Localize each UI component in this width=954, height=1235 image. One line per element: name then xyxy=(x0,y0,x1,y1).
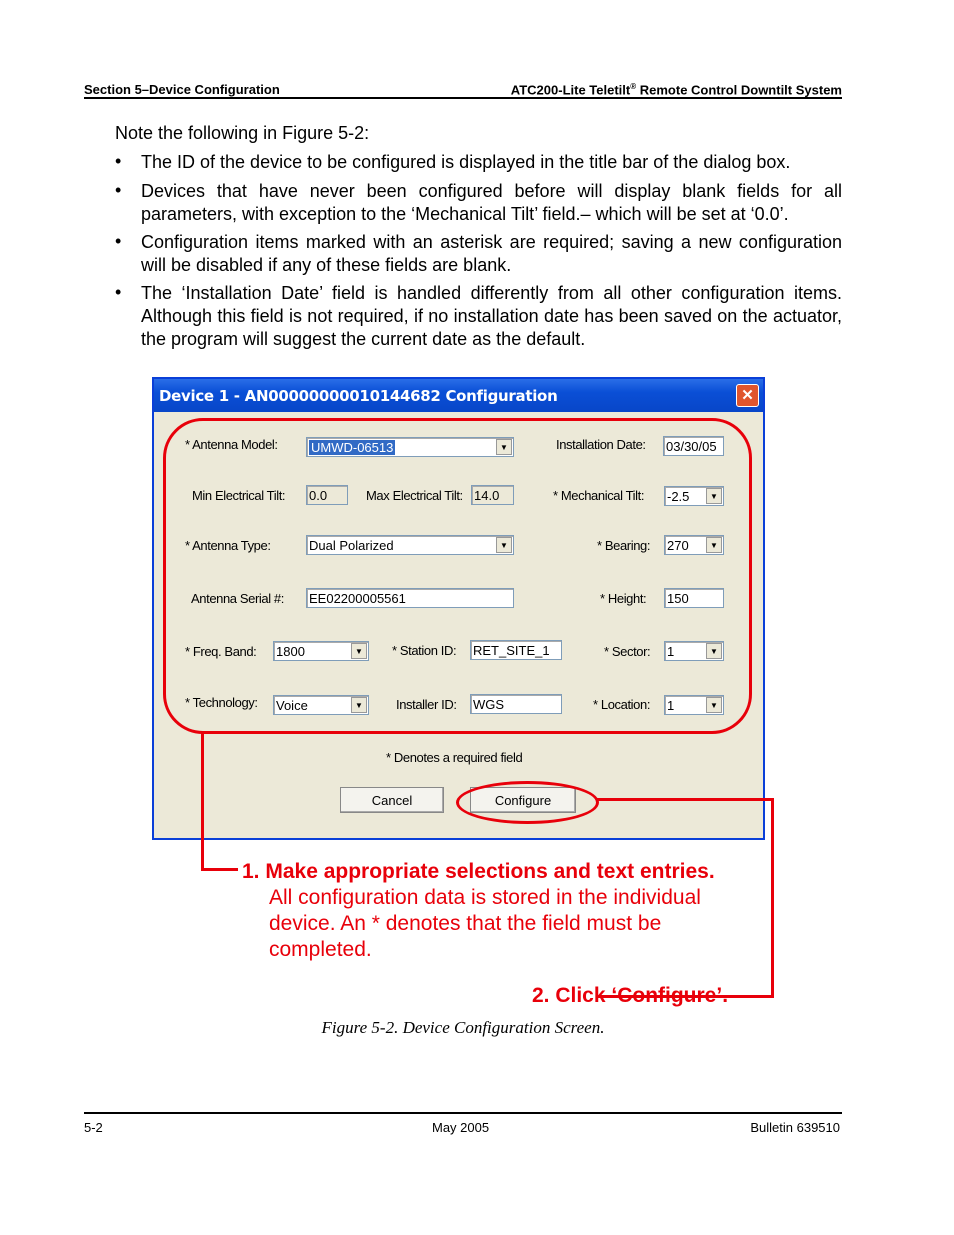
antenna-type-label: * Antenna Type: xyxy=(185,538,271,553)
chevron-down-icon[interactable]: ▼ xyxy=(706,697,722,713)
location-value: 1 xyxy=(667,698,675,713)
min-tilt-field: 0.0 xyxy=(306,485,348,505)
max-tilt-field: 14.0 xyxy=(471,485,514,505)
installer-id-label: Installer ID: xyxy=(396,697,457,712)
height-label: * Height: xyxy=(600,591,647,606)
serial-label: Antenna Serial #: xyxy=(191,591,284,606)
installation-date-label: Installation Date: xyxy=(556,437,646,452)
title-bar[interactable] xyxy=(154,379,763,412)
installation-date-input[interactable]: 03/30/05 xyxy=(663,436,724,456)
min-tilt-label: Min Electrical Tilt: xyxy=(192,488,286,503)
chevron-down-icon[interactable]: ▼ xyxy=(706,537,722,553)
serial-input[interactable]: EE02200005561 xyxy=(306,588,514,608)
bulletin-number: Bulletin 639510 xyxy=(750,1120,840,1135)
header-title-text: ATC200-Lite Teletilt xyxy=(510,82,631,98)
chevron-down-icon[interactable]: ▼ xyxy=(706,488,722,504)
antenna-type-value: Dual Polarized xyxy=(309,538,394,553)
mechanical-tilt-value: -2.5 xyxy=(667,489,690,504)
step2-text: 2. Click ‘Configure’. xyxy=(532,984,729,1007)
dialog-title: Device 1 - AN00000000010144682 Configuration xyxy=(159,387,558,405)
sector-value: 1 xyxy=(667,644,675,659)
station-id-label: * Station ID: xyxy=(392,643,457,658)
step1-body: All configuration data is stored in the individual device. An * denotes that the field must be completed. xyxy=(269,886,701,961)
technology-value: Voice xyxy=(276,698,308,713)
bullet-item: Configuration items marked with an asterisk are required; saving a new configuration will be disabled if any of these fields are blank. xyxy=(141,232,842,275)
configure-button[interactable]: Configure xyxy=(470,787,576,813)
sector-label: * Sector: xyxy=(604,644,651,659)
registered-mark: ® xyxy=(630,82,637,91)
station-id-input[interactable]: RET_SITE_1 xyxy=(470,640,562,660)
max-tilt-label: Max Electrical Tilt: xyxy=(366,488,463,503)
bullet-item: The ID of the device to be configured is displayed in the title bar of the dialog box. xyxy=(141,152,791,172)
antenna-model-label: * Antenna Model: xyxy=(185,437,278,452)
header-rule xyxy=(84,97,842,99)
chevron-down-icon[interactable]: ▼ xyxy=(351,697,367,713)
freq-band-label: * Freq. Band: xyxy=(185,644,257,659)
footer-rule xyxy=(84,1112,842,1114)
chevron-down-icon[interactable]: ▼ xyxy=(706,643,722,659)
freq-band-value: 1800 xyxy=(276,644,305,659)
footer-date: May 2005 xyxy=(432,1120,490,1135)
bullet: • xyxy=(115,180,122,200)
required-note: * Denotes a required field xyxy=(386,750,523,765)
chevron-down-icon[interactable]: ▼ xyxy=(496,439,512,455)
step1-title: 1. Make appropriate selections and text entries. xyxy=(242,860,715,883)
installer-id-input[interactable]: WGS xyxy=(470,694,562,714)
intro-text: Note the following in Figure 5-2: xyxy=(115,123,370,143)
bullet-item: Devices that have never been configured before will display blank fields for all parameters, with exception to the ‘Mechanical Tilt’ field.– which will be set at ‘0.0’. xyxy=(141,181,842,224)
bullet-item: The ‘Installation Date’ field is handled differently from all other configuration items. Although this field is not required, if no installation date has been saved on the actuator, the program will suggest the current date as the default. xyxy=(141,283,842,349)
technology-label: * Technology: xyxy=(185,695,258,710)
figure-caption: Figure 5-2. Device Configuration Screen. xyxy=(321,1018,605,1037)
bullet: • xyxy=(115,231,122,251)
close-icon[interactable]: ✕ xyxy=(736,384,759,407)
location-label: * Location: xyxy=(593,697,651,712)
bearing-value: 270 xyxy=(667,538,689,553)
header-section: Section 5–Device Configuration xyxy=(84,82,280,97)
height-input[interactable]: 150 xyxy=(664,588,724,608)
chevron-down-icon[interactable]: ▼ xyxy=(496,537,512,553)
header-title-suffix: Remote Control Downtilt System xyxy=(636,82,842,98)
mechanical-tilt-label: * Mechanical Tilt: xyxy=(553,488,645,503)
bullet: • xyxy=(115,282,122,302)
bearing-label: * Bearing: xyxy=(597,538,651,553)
chevron-down-icon[interactable]: ▼ xyxy=(351,643,367,659)
page-number: 5-2 xyxy=(84,1120,103,1135)
callout-line-1 xyxy=(201,731,238,871)
fields-highlight xyxy=(163,418,752,734)
antenna-model-value: UMWD-06513 xyxy=(311,440,394,455)
configure-highlight xyxy=(456,781,599,824)
cancel-button[interactable]: Cancel xyxy=(340,787,444,813)
header-title xyxy=(511,82,842,97)
bullet: • xyxy=(115,151,122,171)
